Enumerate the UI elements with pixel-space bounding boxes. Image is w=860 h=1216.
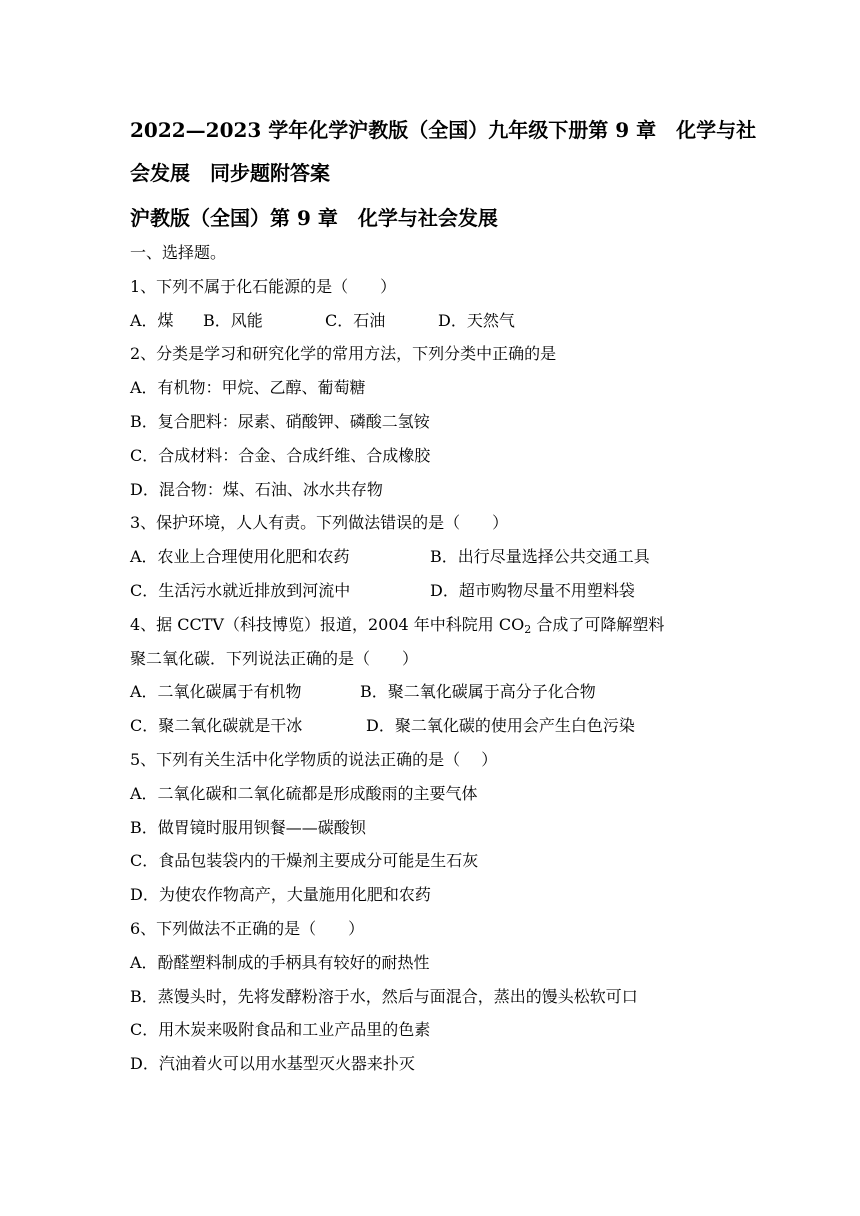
question-4-options-row-1 bbox=[130, 675, 740, 709]
section-title: 沪教版（全国）第 9 章 化学与社会发展 bbox=[130, 206, 498, 230]
question-2-option-a: A．有机物：甲烷、乙醇、葡萄糖 bbox=[130, 378, 366, 398]
question-4-stem-part-1: 4、据 CCTV（科技博览）报道，2004 年中科院用 CO bbox=[130, 614, 525, 634]
question-3-option-b: B．出行尽量选择公共交通工具 bbox=[430, 547, 650, 567]
question-1-option-b: B．风能 bbox=[203, 310, 263, 330]
question-4-options-row-2 bbox=[130, 709, 740, 743]
question-5-option-b: B．做胃镜时服用钡餐——碳酸钡 bbox=[130, 817, 366, 837]
document-title-line-1: 2022—2023 学年化学沪教版（全国）九年级下册第 9 章 化学与社 bbox=[130, 118, 757, 142]
question-5-option-a: A．二氧化碳和二氧化硫都是形成酸雨的主要气体 bbox=[130, 783, 478, 803]
question-4-stem-line-2: 聚二氧化碳．下列说法正确的是（ ） bbox=[130, 648, 419, 668]
question-2-option-d: D．混合物：煤、石油、冰水共存物 bbox=[130, 479, 383, 499]
question-6-option-d: D．汽油着火可以用水基型灭火器来扑灭 bbox=[130, 1054, 415, 1074]
question-3-option-a: A．农业上合理使用化肥和农药 bbox=[130, 547, 350, 567]
question-4-option-b: B．聚二氧化碳属于高分子化合物 bbox=[360, 682, 596, 702]
question-6-option-c: C．用木炭来吸附食品和工业产品里的色素 bbox=[130, 1020, 431, 1040]
question-5-option-c: C．食品包装袋内的干燥剂主要成分可能是生石灰 bbox=[130, 851, 479, 871]
question-list bbox=[130, 236, 740, 1081]
question-5-option-d: D．为使农作物高产，大量施用化肥和农药 bbox=[130, 885, 431, 905]
question-3-options-row-2 bbox=[130, 574, 740, 608]
question-4-option-d: D．聚二氧化碳的使用会产生白色污染 bbox=[366, 716, 635, 736]
question-2-option-c: C．合成材料：合金、合成纤维、合成橡胶 bbox=[130, 445, 431, 465]
question-4-option-a: A．二氧化碳属于有机物 bbox=[130, 682, 302, 702]
question-4-stem bbox=[130, 608, 740, 642]
question-6-stem: 6、下列做法不正确的是（ ） bbox=[130, 918, 365, 938]
question-3-option-d: D．超市购物尽量不用塑料袋 bbox=[430, 580, 635, 600]
question-1-options bbox=[130, 304, 740, 338]
question-1-stem: 1、下列不属于化石能源的是（ ） bbox=[130, 276, 397, 296]
question-2-option-b: B．复合肥料：尿素、硝酸钾、磷酸二氢铵 bbox=[130, 411, 430, 431]
question-1-option-a: A．煤 bbox=[130, 310, 174, 330]
question-1-option-d: D．天然气 bbox=[438, 310, 515, 330]
part-heading: 一、选择题。 bbox=[130, 243, 227, 262]
question-3-option-c: C．生活污水就近排放到河流中 bbox=[130, 580, 351, 600]
question-6-option-a: A．酚醛塑料制成的手柄具有较好的耐热性 bbox=[130, 952, 430, 972]
question-5-stem: 5、下列有关生活中化学物质的说法正确的是（ ） bbox=[130, 749, 498, 769]
question-4-stem-subscript: 2 bbox=[524, 622, 532, 636]
question-4-stem-part-2: 合成了可降解塑料 bbox=[531, 614, 665, 634]
question-4-option-c: C．聚二氧化碳就是干冰 bbox=[130, 716, 303, 736]
question-6-option-b: B．蒸馒头时，先将发酵粉溶于水，然后与面混合，蒸出的馒头松软可口 bbox=[130, 986, 638, 1006]
question-3-options-row-1 bbox=[130, 540, 740, 574]
question-1-option-c: C．石油 bbox=[325, 310, 386, 330]
question-2-stem: 2、分类是学习和研究化学的常用方法，下列分类中正确的是 bbox=[130, 344, 557, 364]
document-title-line-2: 会发展 同步题附答案 bbox=[130, 161, 330, 185]
question-3-stem: 3、保护环境，人人有责。下列做法错误的是（ ） bbox=[130, 513, 509, 533]
